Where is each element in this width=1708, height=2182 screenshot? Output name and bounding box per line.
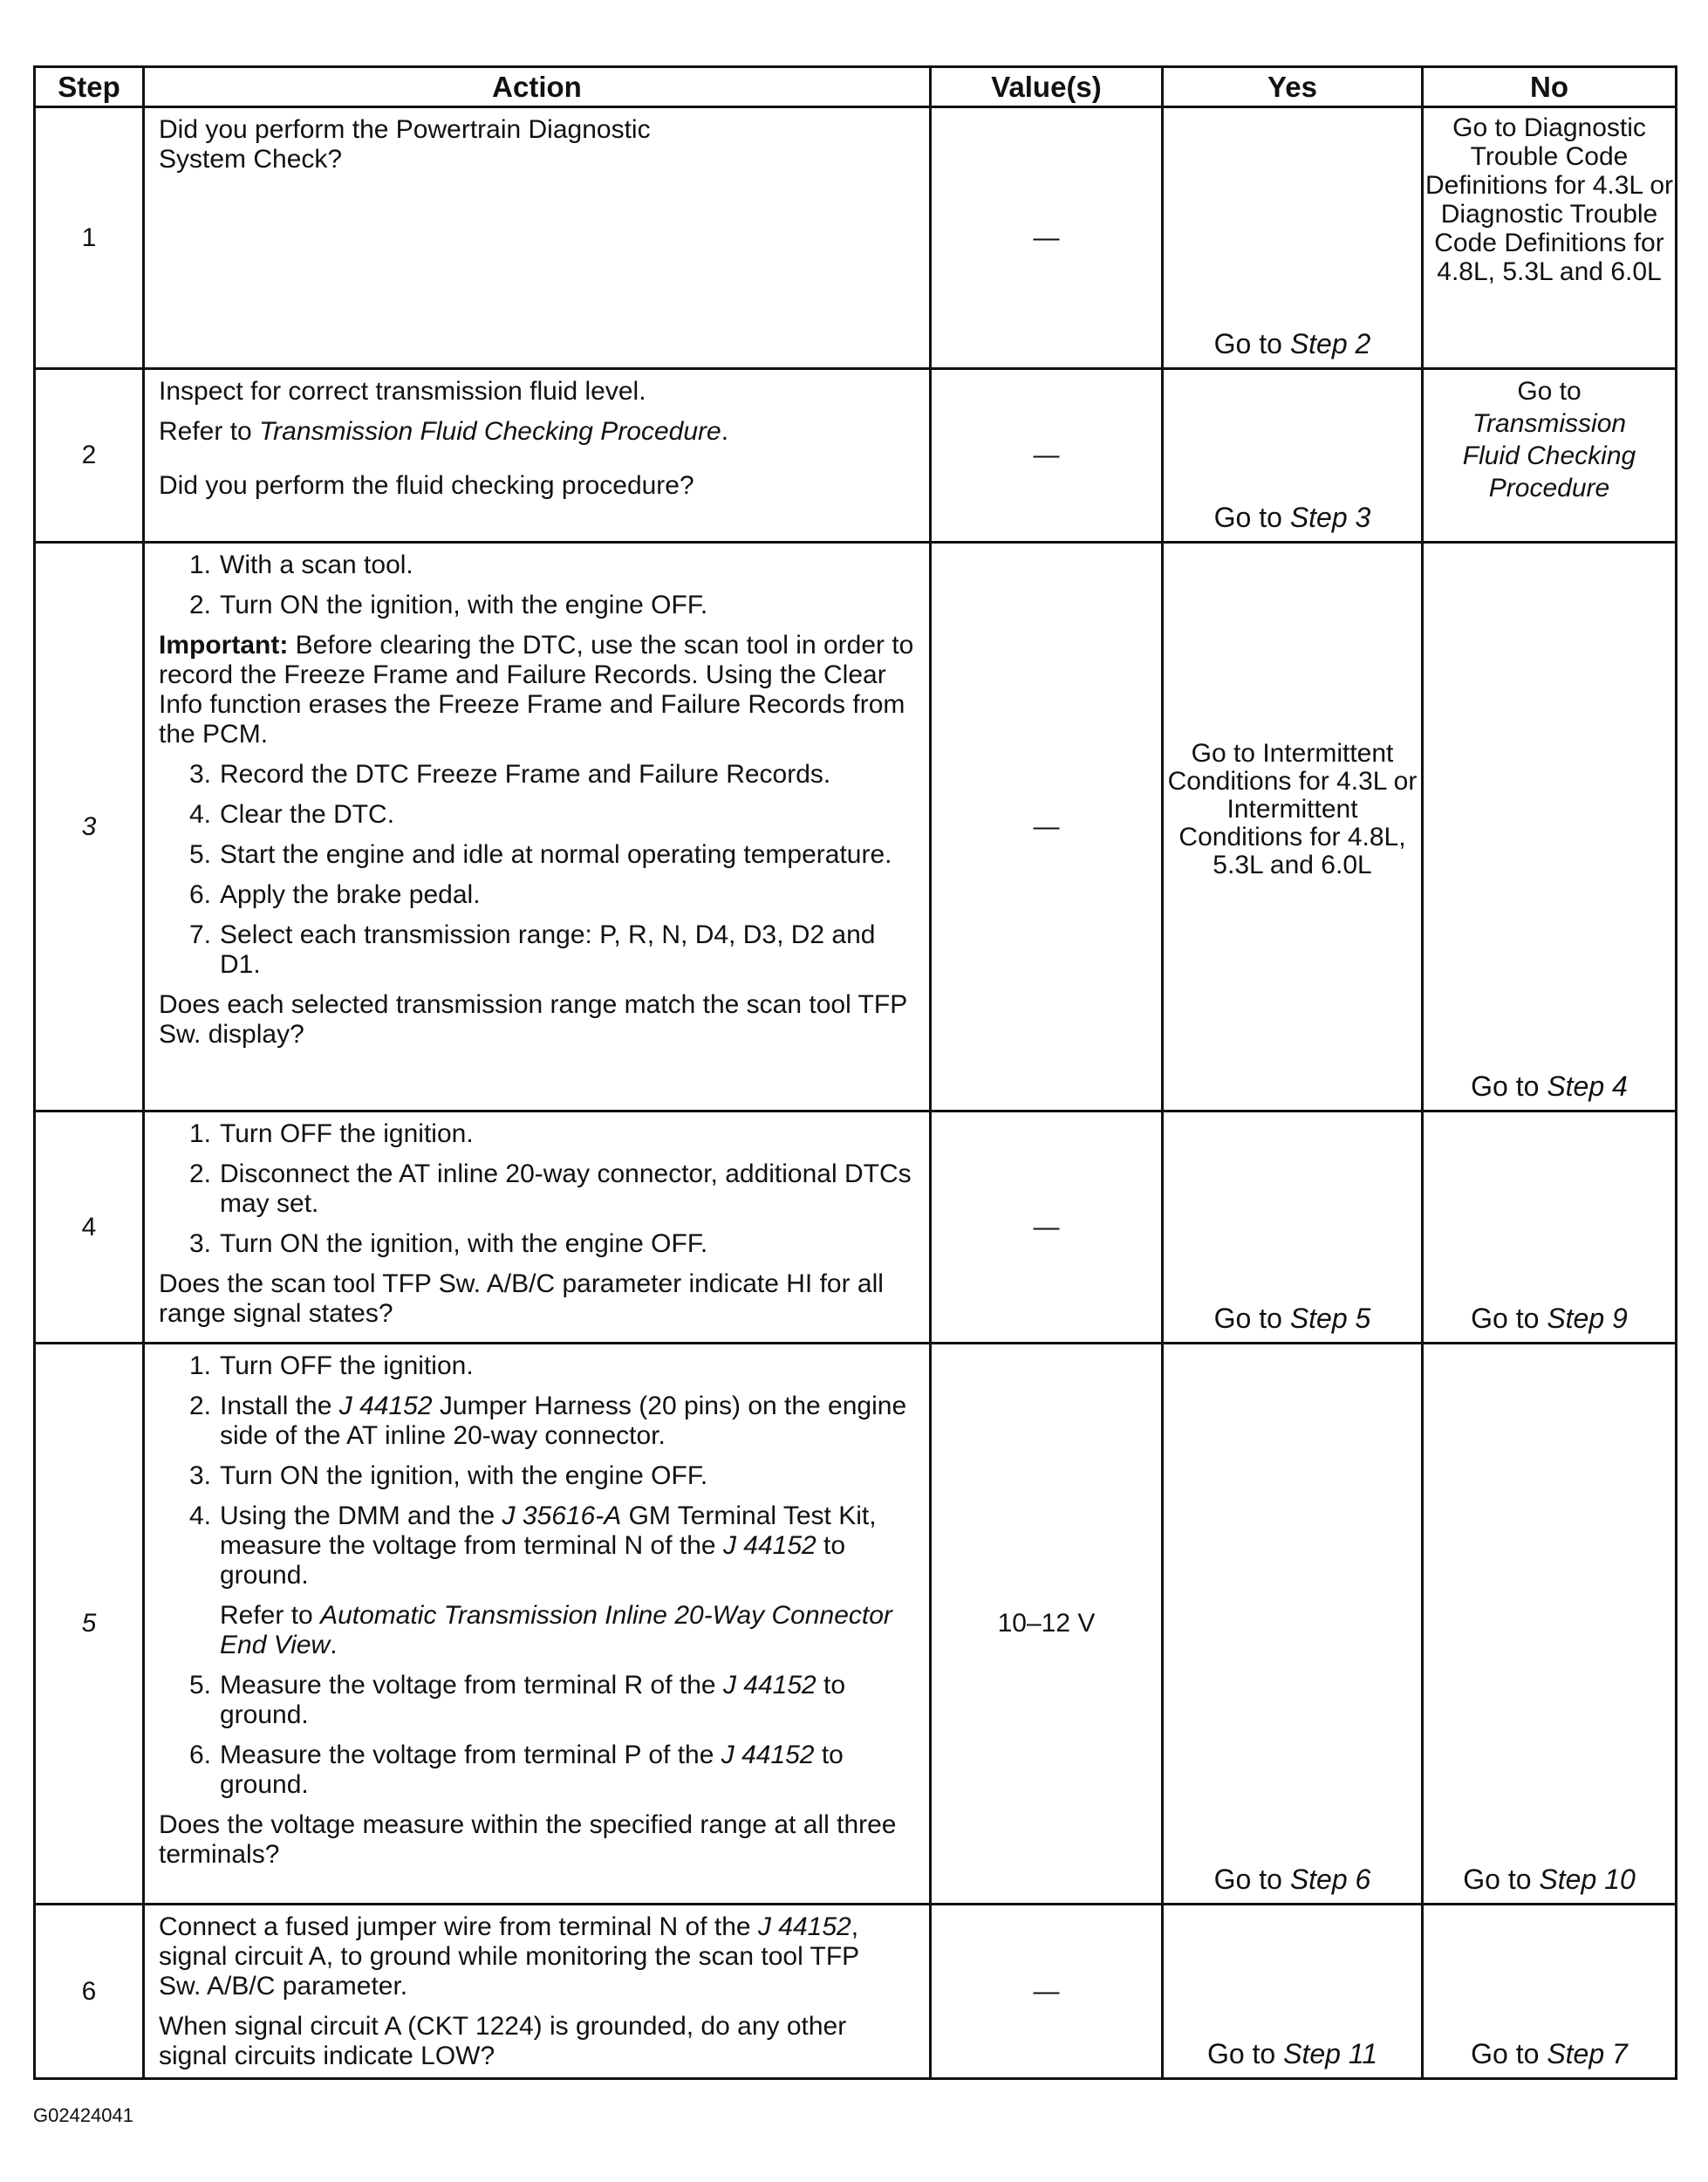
action-cell <box>144 543 931 1112</box>
list-item <box>159 1159 917 1219</box>
step-list <box>159 760 917 980</box>
header-no: No <box>1423 67 1677 107</box>
text-part: Connect a fused jumper wire from terminal N of the <box>159 1912 758 1941</box>
table-row <box>35 1905 1677 2079</box>
item-text: Select each transmission range: P, R, N, D4, D3, D2 and D1. <box>220 920 876 979</box>
table-row <box>35 1112 1677 1344</box>
item-text: Clear the DTC. <box>220 800 395 829</box>
step-link[interactable]: Step 2 <box>1289 328 1371 359</box>
table-row <box>35 107 1677 369</box>
action-cell <box>144 369 931 543</box>
tool-link[interactable]: J 44152 <box>721 1741 815 1769</box>
list-item <box>159 840 917 870</box>
item-text: Disconnect the AT inline 20-way connector, additional DTCs may set. <box>220 1159 912 1218</box>
tool-link[interactable]: J 44152 <box>338 1392 433 1420</box>
step-link[interactable]: Step 9 <box>1547 1303 1628 1334</box>
list-item <box>159 760 917 790</box>
step-link[interactable]: Step 7 <box>1547 2038 1628 2069</box>
no-go-to[interactable] <box>1424 1070 1675 1103</box>
step-link[interactable]: Step 6 <box>1289 1864 1371 1895</box>
list-item <box>159 1119 917 1149</box>
yes-cell <box>1163 107 1423 369</box>
action-text: Inspect for correct transmission fluid level. <box>159 377 646 406</box>
header-step: Step <box>35 67 144 107</box>
no-cell <box>1423 1905 1677 2079</box>
list-item <box>159 1671 917 1730</box>
text-part: to ground. <box>220 1671 846 1729</box>
item-text: Apply the brake pedal. <box>220 880 481 909</box>
item-text: Start the engine and idle at normal operating temperature. <box>220 840 892 869</box>
value-cell: — <box>931 107 1163 369</box>
item-number: 4. <box>188 1501 211 1530</box>
list-item <box>159 800 917 830</box>
list-item <box>159 1392 917 1451</box>
yes-cell <box>1163 1112 1423 1344</box>
go-to-label: Go to <box>1471 1303 1547 1334</box>
list-item <box>159 1501 917 1590</box>
item-number: 2. <box>188 591 211 619</box>
step-link[interactable]: Step 3 <box>1289 502 1371 533</box>
no-cell <box>1423 369 1677 543</box>
list-item <box>159 551 917 580</box>
go-to-label: Go to <box>1213 1864 1290 1895</box>
header-row <box>35 67 1677 107</box>
item-number: 3. <box>188 1461 211 1490</box>
refer-suffix: . <box>721 417 729 446</box>
text-part: , signal circuit A, to ground while monitoring the scan tool TFP Sw. A/B/C parameter. <box>159 1912 859 2001</box>
no-text[interactable]: Go to Diagnostic Trouble Code Definitions for 4.3L or Diagnostic Trouble Code Definitions for 4.8L, 5.3L and 6.0L <box>1424 113 1674 286</box>
yes-go-to[interactable] <box>1164 1303 1421 1335</box>
yes-go-to[interactable] <box>1164 1864 1421 1896</box>
tool-link[interactable]: J 44152 <box>722 1671 816 1700</box>
value-cell: — <box>931 1905 1163 2079</box>
tool-link[interactable]: J 35616-A <box>502 1501 622 1530</box>
item-text: Turn ON the ignition, with the engine OFF. <box>220 591 708 619</box>
text-part: Using the DMM and the <box>220 1501 502 1530</box>
text-part: Install the <box>220 1392 339 1420</box>
list-item <box>159 1229 917 1259</box>
step-number: 3 <box>35 543 144 1112</box>
table-row <box>35 369 1677 543</box>
action-question: Does the scan tool TFP Sw. A/B/C parameter indicate HI for all range signal states? <box>159 1269 884 1328</box>
important-label: Important: <box>159 631 289 660</box>
action-cell <box>144 1344 931 1905</box>
no-go-to[interactable] <box>1424 370 1675 504</box>
step-link[interactable]: Step 11 <box>1283 2038 1378 2069</box>
no-go-to[interactable] <box>1424 2038 1675 2070</box>
list-item <box>159 1461 917 1491</box>
go-to-label: Go to <box>1471 1070 1547 1102</box>
value-cell: — <box>931 369 1163 543</box>
no-cell <box>1423 1344 1677 1905</box>
item-text <box>220 1671 917 1730</box>
item-number: 2. <box>188 1392 211 1420</box>
text-part: Measure the voltage from terminal P of the <box>220 1741 721 1769</box>
go-to-label: Go to <box>1471 2038 1547 2069</box>
item-number: 3. <box>188 1229 211 1258</box>
important-text: Before clearing the DTC, use the scan tool in order to record the Freeze Frame and Failure Records. Using the Clear Info function erases the Freeze Frame and Failure Records from the PCM. <box>159 631 914 749</box>
step-list <box>159 1351 917 1590</box>
action-question: When signal circuit A (CKT 1224) is grounded, do any other signal circuits indicate LOW? <box>159 2012 847 2070</box>
diagnostic-table <box>33 65 1677 2080</box>
no-go-to[interactable] <box>1424 1864 1675 1896</box>
yes-go-to[interactable]: Go to Intermittent Conditions for 4.3L or Intermittent Conditions for 4.8L, 5.3L and 6.0L <box>1167 739 1418 879</box>
item-text <box>220 1392 917 1451</box>
yes-cell <box>1163 1344 1423 1905</box>
item-text: Turn ON the ignition, with the engine OFF. <box>220 1229 708 1258</box>
no-cell <box>1423 543 1677 1112</box>
item-number: 1. <box>188 1351 211 1380</box>
action-cell <box>144 1905 931 2079</box>
step-list <box>159 1671 917 1800</box>
item-number: 7. <box>188 920 211 949</box>
procedure-link[interactable]: Transmission Fluid Checking Procedure <box>1462 409 1636 503</box>
item-number: 6. <box>188 1741 211 1769</box>
text-part: GM Terminal Test Kit, measure the voltage from terminal N of the <box>220 1501 877 1560</box>
item-number: 2. <box>188 1159 211 1188</box>
yes-cell <box>1163 1905 1423 2079</box>
value-cell: — <box>931 543 1163 1112</box>
refer-label: Refer to <box>159 417 260 446</box>
step-number: 5 <box>35 1344 144 1905</box>
no-cell <box>1423 107 1677 369</box>
no-go-to[interactable] <box>1424 1303 1675 1335</box>
figure-code: G02424041 <box>33 2104 133 2126</box>
action-question: Does the voltage measure within the specified range at all three terminals? <box>159 1810 897 1869</box>
go-to-label: Go to <box>1517 377 1582 406</box>
go-to-label: Go to <box>1213 502 1290 533</box>
step-list <box>159 1119 917 1259</box>
yes-go-to[interactable] <box>1164 2038 1421 2070</box>
yes-go-to[interactable] <box>1164 328 1421 360</box>
item-text: Record the DTC Freeze Frame and Failure Records. <box>220 760 831 789</box>
yes-cell <box>1163 369 1423 543</box>
refer-label: Refer to <box>220 1601 321 1630</box>
go-to-label: Go to <box>1463 1864 1540 1895</box>
list-item <box>159 591 917 620</box>
list-item <box>159 1741 917 1800</box>
text-part: Jumper Harness (20 pins) on the engine side of the AT inline 20-way connector. <box>220 1392 907 1450</box>
text-part: to ground. <box>220 1741 844 1799</box>
value-cell: — <box>931 1112 1163 1344</box>
item-number: 5. <box>188 1671 211 1700</box>
item-text <box>220 1741 917 1800</box>
procedure-link[interactable]: Automatic Transmission Inline 20-Way Connector End View <box>220 1601 892 1659</box>
go-to-label: Go to <box>1206 2038 1284 2069</box>
header-values: Value(s) <box>931 67 1163 107</box>
item-number: 6. <box>188 880 211 909</box>
item-text <box>220 1501 917 1590</box>
step-link[interactable]: Step 4 <box>1547 1070 1628 1102</box>
text-part: Measure the voltage from terminal R of the <box>220 1671 723 1700</box>
table-row <box>35 1344 1677 1905</box>
item-number: 3. <box>188 760 211 789</box>
refer-suffix: . <box>330 1631 338 1659</box>
item-number: 1. <box>188 551 211 579</box>
tool-link[interactable]: J 44152 <box>757 1912 851 1941</box>
list-item <box>159 1351 917 1381</box>
item-number: 5. <box>188 840 211 869</box>
step-number: 4 <box>35 1112 144 1344</box>
step-number: 2 <box>35 369 144 543</box>
no-cell <box>1423 1112 1677 1344</box>
go-to-label: Go to <box>1213 1303 1290 1334</box>
item-number: 4. <box>188 800 211 829</box>
action-text: Did you perform the Powertrain Diagnostic System Check? <box>159 115 651 174</box>
item-text: Turn ON the ignition, with the engine OFF. <box>220 1461 708 1490</box>
list-item <box>159 880 917 910</box>
header-yes: Yes <box>1163 67 1423 107</box>
value-cell: 10–12 V <box>931 1344 1163 1905</box>
action-text <box>159 1912 874 2001</box>
item-number: 1. <box>188 1119 211 1148</box>
important-note <box>159 631 917 749</box>
list-item <box>159 920 917 980</box>
table-row <box>35 543 1677 1112</box>
item-text: Turn OFF the ignition. <box>220 1351 474 1380</box>
step-number: 6 <box>35 1905 144 2079</box>
header-action: Action <box>144 67 931 107</box>
action-question: Did you perform the fluid checking procedure? <box>159 471 694 500</box>
go-to-label: Go to <box>1213 328 1290 359</box>
procedure-link[interactable]: Transmission Fluid Checking Procedure <box>259 417 721 446</box>
item-text: With a scan tool. <box>220 551 413 579</box>
item-text: Turn OFF the ignition. <box>220 1119 474 1148</box>
action-question: Does each selected transmission range match the scan tool TFP Sw. display? <box>159 990 907 1049</box>
step-link[interactable]: Step 5 <box>1289 1303 1371 1334</box>
text-part: to ground. <box>220 1531 846 1590</box>
yes-cell <box>1163 543 1423 1112</box>
action-refer <box>220 1601 917 1660</box>
action-refer <box>159 417 917 447</box>
step-number: 1 <box>35 107 144 369</box>
step-link[interactable]: Step 10 <box>1539 1864 1636 1895</box>
action-cell <box>144 107 931 369</box>
action-cell <box>144 1112 931 1344</box>
step-list <box>159 551 917 620</box>
tool-link[interactable]: J 44152 <box>722 1531 816 1560</box>
yes-go-to[interactable] <box>1164 502 1421 534</box>
